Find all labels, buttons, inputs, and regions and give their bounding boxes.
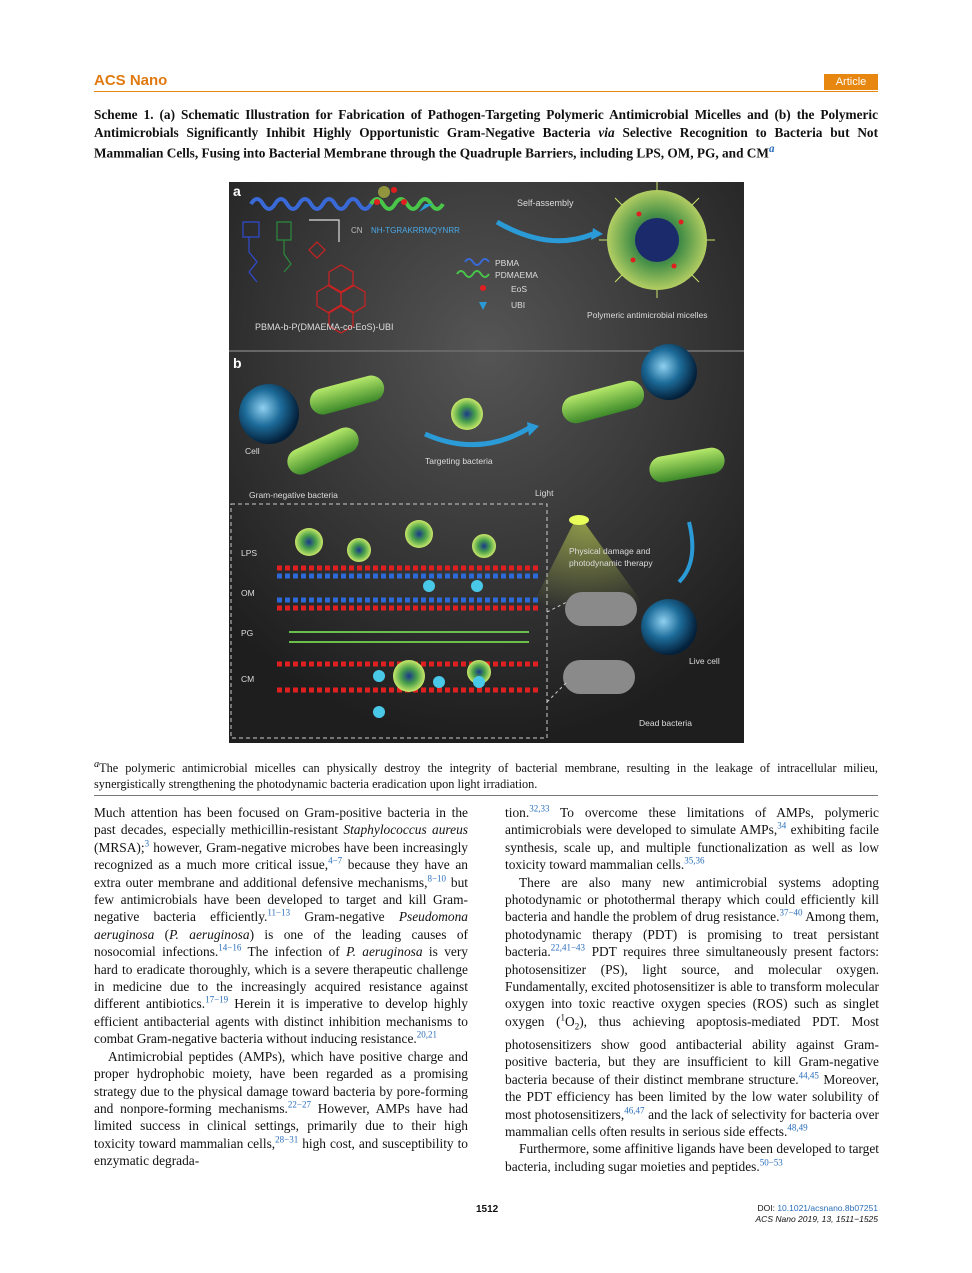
paragraph: tion.$^{32,33}$ To overcome these limitations of AMPs, polymeric antimicrobials were developed to simulate AMPs,$^{34}$ exhibiting facile synthesis, scale up, and multiple functionalization as well as low toxicity toward mammalian cells.$^{35,36}$	[505, 803, 880, 873]
citation: ACS Nano 2019, 13, 1511−1525	[755, 1214, 878, 1224]
caption-tail: Selective Recognition to Bacteria but Not Mammalian Cells, Fusing into Bacterial Membrane through the Quadruple Barriers, including LPS, OM, PG, and CM	[94, 124, 878, 161]
footnote-text: The polymeric antimicrobial micelles can physically destroy the integrity of bacterial membrane, resulting in the leakage of intracellular milieu, synergistically strengthening the photodynamic bacteria eradication upon light irradiation.	[94, 761, 878, 792]
gram-negative-label: Gram-negative bacteria	[249, 490, 338, 500]
scheme-caption	[94, 106, 878, 162]
mammalian-cell-icon	[239, 384, 299, 444]
peptide-sequence: NH-TGRAKRRMQYNRR	[371, 226, 460, 235]
paragraph: Antimicrobial peptides (AMPs), which have positive charge and proper hydrophobic moiety, have been regarded as a promising strategy due to the physical damage toward bacteria by pore-forming and nonpore-forming mechanisms.$^{22-27}$ However, AMPs have had limited success in clinical settings, primarily due to their high toxicity toward mammalian cells,$^{28-31}$ high cost, and susceptibility to enzymatic degrada-	[94, 1048, 468, 1169]
legend-eos: EoS	[511, 284, 528, 294]
cell-label: Cell	[245, 446, 260, 456]
body-right-column	[505, 804, 879, 1175]
paragraph: Furthermore, some affinitive ligands have been developed to target bacteria, including sugar moieties and peptides.$^{50-53}$	[505, 1141, 879, 1174]
live-cell-icon	[641, 599, 697, 655]
micelle-label: Polymeric antimicrobial micelles	[587, 310, 708, 320]
scheme-figure	[229, 182, 744, 743]
doi-prefix: DOI:	[757, 1203, 778, 1213]
live-cell-label: Live cell	[689, 656, 720, 666]
panel-b-label: b	[233, 355, 242, 371]
eos-star-icon	[374, 199, 380, 205]
mammalian-cell-icon-2	[641, 344, 697, 400]
caption-lead: Scheme 1. (a) Schematic Illustration for Fabrication of Pathogen-Targeting Polymeric Antimicrobial Micelles and (b) the Polymeric Antimicrobials Significantly Inhibit Highly Opportunistic Gram-Negative Bacteria	[94, 107, 878, 140]
body-left-column	[94, 804, 468, 1170]
layer-lps: LPS	[241, 548, 258, 558]
dead-bacterium-icon	[565, 592, 637, 626]
header-rule	[94, 91, 878, 92]
scheme-footnote	[94, 757, 878, 792]
article-type-badge: Article	[824, 74, 878, 90]
dead-bacteria-label: Dead bacteria	[639, 718, 692, 728]
caption-via: via	[598, 124, 615, 140]
journal-name: ACS Nano	[94, 72, 168, 89]
legend-pbma: PBMA	[495, 258, 520, 268]
layer-pg: PG	[241, 628, 254, 638]
self-assembly-label: Self-assembly	[517, 198, 574, 208]
svg-text:CN: CN	[351, 226, 363, 235]
doi-block	[756, 1203, 878, 1225]
physical-damage-label-1: Physical damage and	[569, 546, 651, 556]
scheme-illustration	[229, 182, 744, 743]
page-number: 1512	[476, 1204, 499, 1215]
dead-bacterium-icon-2	[563, 660, 635, 694]
light-label: Light	[535, 488, 554, 498]
paragraph: There are also many new antimicrobial systems adopting photodynamic or photothermal therapy which could efficiently kill bacteria and handle the problem of drug resistance.$^{37-40}$ Among them, photodynamic therapy (PDT) is promising to treat persistant bacteria.$^{22,41-43}$ PDT requires three simultaneously present factors: photosensitizer (PS), light source, and molecular oxygen. Fundamentally, excited photosensitizer is able to transform molecular oxygen into toxic reactive oxygen species (ROS) such as singlet oxygen $(^1O_2)$, thus achieving apoptosis-mediated PDT. Most photosensitizers show good antibacterial ability against Gram-positive bacteria, but they are insufficient to kill Gram-negative bacteria because of their distinct membrane structure.$^{44,45}$ Moreover, the PDT efficiency has been limited by the low water solubility of most photosensitizers,$^{46,47}$ and the lack of selectivity for bacteria over mammalian cells often results in serious side effects.$^{48,49}$	[505, 874, 879, 1139]
legend-pdmaema: PDMAEMA	[495, 270, 538, 280]
doi-link[interactable]: 10.1021/acsnano.8b07251	[777, 1203, 878, 1213]
footnote-rule	[94, 795, 878, 796]
paragraph: Much attention has been focused on Gram-positive bacteria in the past decades, especially methicillin-resistant Staphylococcus aureus (MRSA);$^3$ however, Gram-negative microbes have been increasingly recognized as a much more critical issue,$^{4-7}$ because they have an extra outer membrane and additional defensive mechanisms,$^{8-10}$ but few antimicrobials have been developed to target and kill Gram-negative bacteria efficiently.$^{11-13}$ Gram-negative Pseudomona aeruginosa (P. aeruginosa) is one of the leading causes of nosocomial infections.$^{14-16}$ The infection of P. aeruginosa is very hard to eradicate thoroughly, which is a severe therapeutic challenge in medicine due to the increasingly acquired resistance against different antibiotics.$^{17-19}$ Herein it is imperative to develop highly efficient antibacterial agents with distinct inhibition mechanisms to combat Gram-negative bacteria without inducing resistance.$^{20,21}$	[94, 805, 468, 1047]
physical-damage-label-2: photodynamic therapy	[569, 558, 653, 568]
legend-ubi: UBI	[511, 300, 526, 310]
layer-om: OM	[241, 588, 255, 598]
polymer-name: PBMA-b-P(DMAEMA-co-EoS)-UBI	[255, 322, 394, 332]
layer-cm: CM	[241, 674, 255, 684]
targeting-label: Targeting bacteria	[425, 456, 493, 466]
footnote-sup: a	[94, 759, 100, 770]
caption-sup: a	[768, 143, 775, 155]
panel-a-label: a	[233, 183, 241, 199]
